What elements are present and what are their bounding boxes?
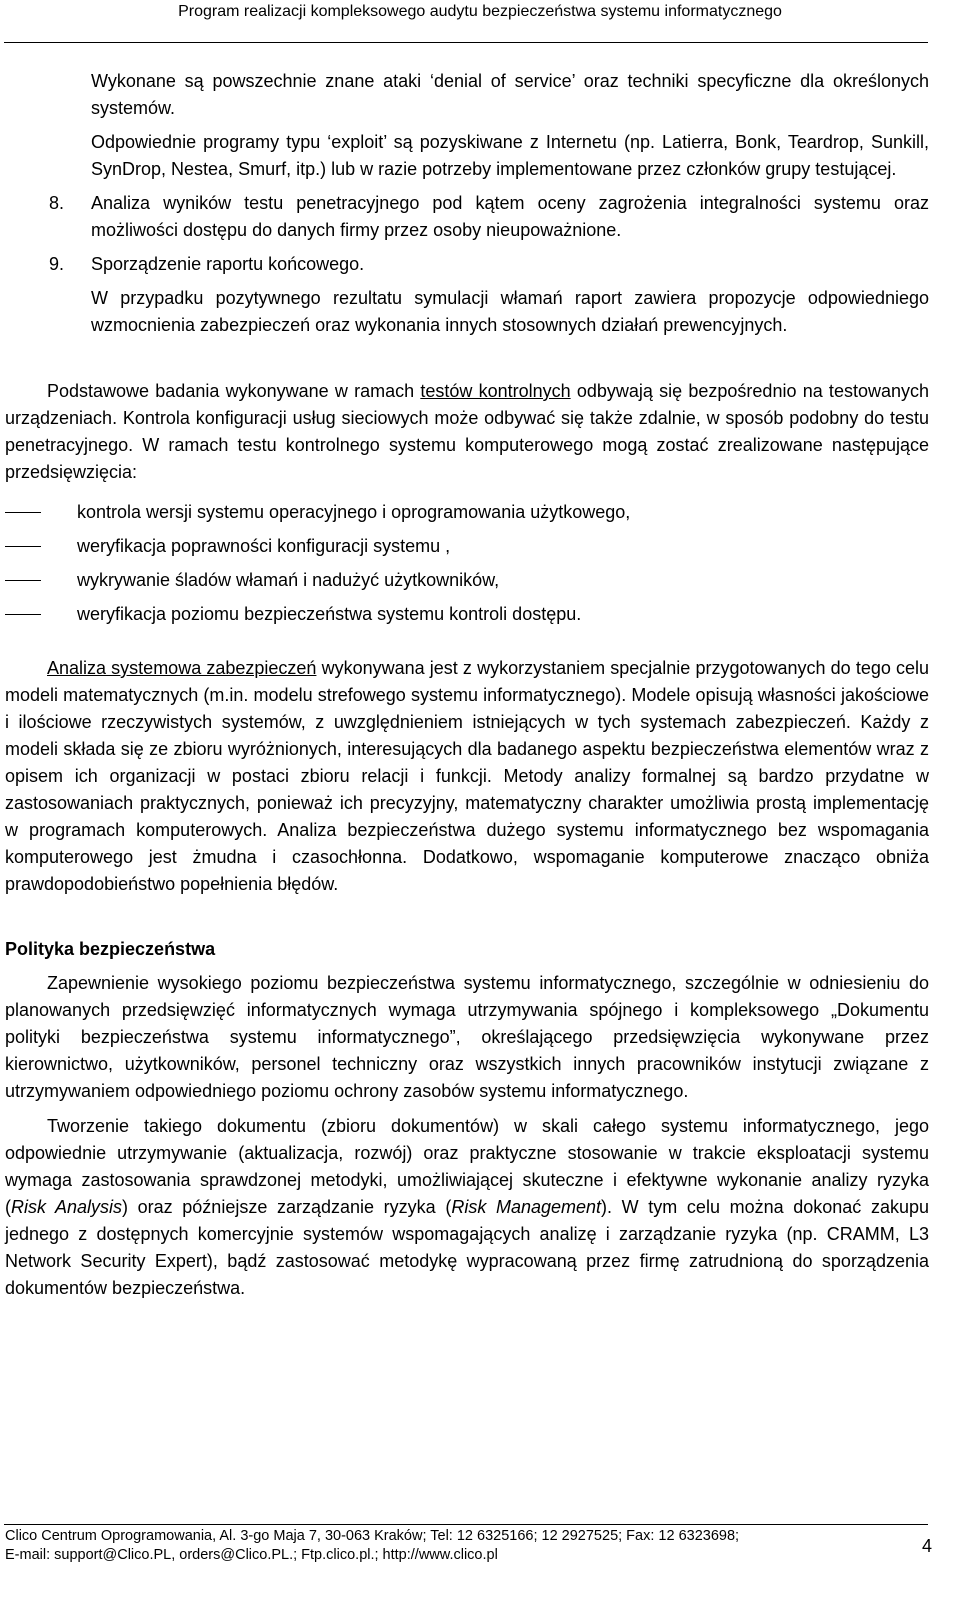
policy-text-part: ). W tym celu można dokonać zakupu jednego z dostępnych komercyjnie systemów wspomagających analizę i zarządzanie ryzyka (np. CRAMM, L3 Network Security Expert), bądź zastosować metodykę wypracowaną przez firmę zatrudnioną do sporządzenia dokumentów bezpieczeństwa. bbox=[5, 1197, 929, 1298]
risk-analysis-term: Risk Analysis bbox=[11, 1197, 122, 1217]
control-tests-list bbox=[5, 495, 929, 631]
paragraph-system-analysis bbox=[5, 655, 929, 898]
header-title: Program realizacji kompleksowego audytu bezpieczeństwa systemu informatycznego bbox=[178, 3, 782, 20]
paragraph-policy-intro: Zapewnienie wysokiego poziomu bezpieczeństwa systemu informatycznego, szczególnie w odniesieniu do planowanych przedsięwzięć informatycznych wymaga utrzymywania spójnego i kompleksowego „Dokumentu polityki bezpieczeństwa systemu informatycznego”, określającego przedsięwzięcia wykonywane przez kierownictwo, użytkowników, personel techniczny oraz wszystkich innych pracowników instytucji związane z utrzymywaniem odpowiedniego poziomu ochrony zasobów systemu informatycznego. bbox=[5, 973, 929, 1101]
header-divider bbox=[4, 42, 928, 43]
list-item bbox=[5, 529, 929, 563]
footer-contact: E-mail: support@Clico.PL, orders@Clico.PL.; Ftp.clico.pl.; http://www.clico.pl bbox=[5, 1547, 498, 1563]
page-footer bbox=[5, 1527, 885, 1565]
paragraph-exploit-programs: Odpowiednie programy typu ‘exploit’ są pozyskiwane z Internetu (np. Latierra, Bonk, Teardrop, Sunkill, SynDrop, Nestea, Smurf, itp.) lub w razie potrzeby implementowane przez członków grupy testującej. bbox=[91, 132, 929, 179]
list-item-text: weryfikacja poziomu bezpieczeństwa systemu kontroli dostępu. bbox=[77, 603, 582, 624]
list-item-text: kontrola wersji systemu operacyjnego i oprogramowania użytkowego, bbox=[77, 501, 631, 522]
list-item-text: wykrywanie śladów włamań i nadużyć użytkowników, bbox=[77, 569, 500, 590]
step-number: 8. bbox=[49, 193, 65, 213]
dash-bullet-icon bbox=[5, 536, 77, 556]
dash-bullet-icon bbox=[5, 502, 77, 522]
list-item bbox=[5, 495, 929, 529]
paragraph-report-content: W przypadku pozytywnego rezultatu symulacji włamań raport zawiera propozycje odpowiedniego wzmocnienia zabezpieczeń oraz wykonania innych stosownych działań prewencyjnych. bbox=[91, 288, 929, 335]
footer-address: Clico Centrum Oprogramowania, Al. 3-go Maja 7, 30-063 Kraków; Tel: 12 6325166; 12 2927525; Fax: 12 6323698; bbox=[5, 1528, 740, 1544]
control-tests-rest: odbywają się bezpośrednio na testowanych urządzeniach. Kontrola konfiguracji usług sieciowych może odbywać się także zdalnie, w sposób podobny do testu penetracyjnego. W ramach testu kontrolnego systemu komputerowego mogą zostać zrealizowane następujące przedsięwzięcia: bbox=[5, 381, 929, 482]
step-text: Analiza wyników testu penetracyjnego pod kątem oceny zagrożenia integralności systemu oraz możliwości dostępu do danych firmy przez osoby nieupoważnione. bbox=[91, 193, 929, 240]
paragraph-control-tests bbox=[5, 378, 929, 486]
list-item bbox=[5, 597, 929, 631]
dash-bullet-icon bbox=[5, 570, 77, 590]
list-item-step-8 bbox=[49, 190, 929, 244]
policy-text-part: Tworzenie takiego dokumentu (zbioru dokumentów) w skali całego systemu informatycznego, jego odpowiednie utrzymywanie (aktualizacja, rozwój) oraz praktyczne stosowanie w trakcie eksploatacji systemu wymaga zastosowania sprawdzonej metodyki, umożliwiającej skuteczne i efektywne wykonanie analizy ryzyka ( bbox=[5, 1116, 929, 1217]
list-item bbox=[5, 563, 929, 597]
dash-bullet-icon bbox=[5, 604, 77, 624]
policy-text-part: ) oraz późniejsze zarządzanie ryzyka ( bbox=[122, 1197, 452, 1217]
page-number: 4 bbox=[921, 1536, 932, 1556]
page-header bbox=[0, 0, 960, 34]
footer-divider bbox=[4, 1524, 928, 1525]
risk-management-term: Risk Management bbox=[451, 1197, 602, 1217]
list-item-step-9 bbox=[49, 251, 929, 278]
step-text: Sporządzenie raportu końcowego. bbox=[91, 254, 365, 274]
control-tests-lead: Podstawowe badania wykonywane w ramach bbox=[47, 381, 421, 401]
system-analysis-term: Analiza systemowa zabezpieczeń bbox=[47, 658, 317, 678]
section-heading-policy: Polityka bezpieczeństwa bbox=[5, 939, 216, 959]
step-number: 9. bbox=[49, 254, 65, 274]
paragraph-dos-attacks: Wykonane są powszechnie znane ataki ‘denial of service’ oraz techniki specyficzne dla określonych systemów. bbox=[91, 71, 929, 118]
page-content bbox=[5, 68, 929, 1302]
list-item-text: weryfikacja poprawności konfiguracji systemu , bbox=[77, 535, 451, 556]
paragraph-policy-risk bbox=[5, 1113, 929, 1302]
system-analysis-rest: wykonywana jest z wykorzystaniem specjalnie przygotowanych do tego celu modeli matematycznych (m.in. modelu strefowego systemu informatycznego). Modele opisują własności jakościowe i ilościowe rzeczywistych systemów, z uwzględnieniem istniejących w tych systemach zabezpieczeń. Każdy z modeli składa się ze zbioru wyróżnionych, interesujących dla badanego aspektu bezpieczeństwa elementów wraz z opisem ich organizacji w postaci zbioru relacji i funkcji. Metody analizy formalnej są bardzo przydatne w zastosowaniach praktycznych, ponieważ ich precyzyjny, matematyczny charakter umożliwia prostą implementację w programach komputerowych. Analiza bezpieczeństwa dużego systemu informatycznego bez wspomagania komputerowego jest żmudna i czasochłonna. Dodatkowo, wspomaganie komputerowe znacząco obniża prawdopodobieństwo popełnienia błędów. bbox=[5, 658, 930, 894]
control-tests-term: testów kontrolnych bbox=[420, 381, 571, 401]
